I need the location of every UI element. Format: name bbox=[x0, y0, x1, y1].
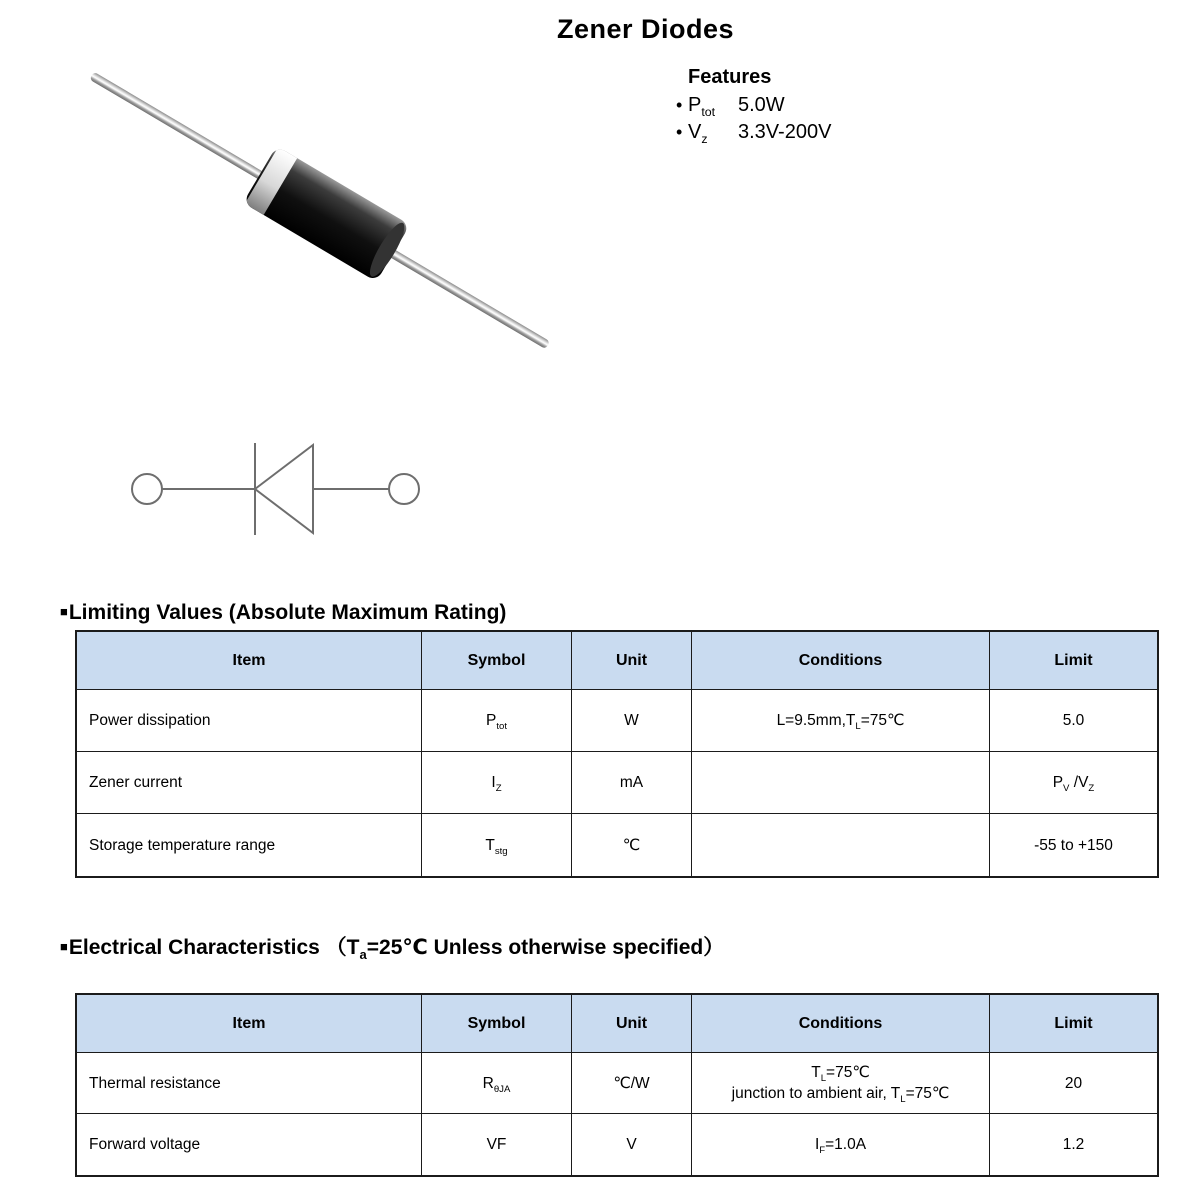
header-cell-unit: Unit bbox=[572, 632, 692, 690]
cell-item: Forward voltage bbox=[77, 1114, 422, 1175]
cell-unit: ℃ bbox=[572, 814, 692, 876]
cathode-terminal-circle bbox=[389, 474, 419, 504]
diode-package-illustration bbox=[70, 55, 570, 365]
diode-package-photo bbox=[70, 55, 570, 365]
square-bullet-icon: ■ bbox=[60, 939, 68, 954]
limiting-values-table bbox=[75, 630, 1159, 878]
bullet-icon: • bbox=[676, 122, 683, 142]
page-title: Zener Diodes bbox=[557, 14, 735, 44]
feature-item bbox=[676, 92, 831, 119]
header-cell-limit: Limit bbox=[990, 632, 1157, 690]
electrical-characteristics-table bbox=[75, 993, 1159, 1177]
feature-label: $V_z$ bbox=[688, 121, 708, 146]
cell-conditions: $T_L=75℃$ junction to ambient air, $T_L=75℃$ bbox=[692, 1053, 990, 1114]
cell-limit: 20 bbox=[990, 1053, 1157, 1114]
cell-conditions: $I_F=1.0A$ bbox=[692, 1114, 990, 1175]
header-cell-symbol: Symbol bbox=[422, 995, 572, 1053]
cell-limit: $P_V$ $/V_Z$ bbox=[990, 752, 1157, 814]
cell-symbol: $R_{\theta JA}$ bbox=[422, 1053, 572, 1114]
diode-triangle bbox=[255, 445, 313, 533]
cell-conditions bbox=[692, 752, 990, 814]
cell-limit: 1.2 bbox=[1062, 1136, 1085, 1153]
header-cell-conditions: Conditions bbox=[692, 632, 990, 690]
section-title-text: Electrical Characteristics （$T_a=25℃$ Unless otherwise specified） bbox=[68, 936, 725, 963]
cell-symbol: VF bbox=[422, 1114, 572, 1175]
cell-conditions bbox=[692, 814, 990, 876]
cell-limit: -55 to +150 bbox=[1034, 836, 1113, 854]
header-cell-symbol: Symbol bbox=[422, 632, 572, 690]
cell-symbol: $T_{stg}$ bbox=[422, 814, 572, 876]
section-title-electrical-characteristics bbox=[60, 931, 724, 961]
feature-label: $P_{tot}$ bbox=[688, 94, 716, 119]
header-cell-item: Item bbox=[77, 632, 422, 690]
cell-unit: W bbox=[572, 690, 692, 752]
feature-value: 3.3V-200V bbox=[738, 121, 832, 143]
cell-item: Thermal resistance bbox=[77, 1053, 422, 1114]
cell-item: Power dissipation bbox=[77, 690, 422, 752]
cell-unit: ℃/W bbox=[572, 1053, 692, 1114]
header-cell-item: Item bbox=[77, 995, 422, 1053]
diode-schematic-symbol bbox=[120, 428, 420, 550]
bullet-icon: • bbox=[676, 95, 683, 115]
cell-limit: 5.0 bbox=[990, 690, 1157, 752]
cell-unit: mA bbox=[572, 752, 692, 814]
section-title-text: Limiting Values (Absolute Maximum Rating) bbox=[68, 601, 507, 624]
features-section bbox=[676, 66, 831, 146]
cell-conditions: $L=9.5mm,T_L=75℃$ bbox=[692, 690, 990, 752]
diode-symbol-drawing bbox=[120, 428, 420, 550]
cell-unit: V bbox=[572, 1114, 692, 1175]
header-cell-limit: Limit bbox=[990, 995, 1157, 1053]
section-title-limiting-values bbox=[60, 601, 506, 625]
cell-symbol: $I_Z$ bbox=[422, 752, 572, 814]
cell-symbol: $P_{tot}$ bbox=[422, 690, 572, 752]
header-cell-unit: Unit bbox=[572, 995, 692, 1053]
cell-item: Zener current bbox=[77, 752, 422, 814]
features-heading: Features bbox=[688, 66, 772, 88]
header-cell-conditions: Conditions bbox=[692, 995, 990, 1053]
square-bullet-icon: ■ bbox=[60, 604, 68, 619]
anode-terminal-circle bbox=[132, 474, 162, 504]
feature-value: 5.0W bbox=[738, 94, 785, 116]
feature-item bbox=[676, 119, 831, 146]
cell-item: Storage temperature range bbox=[77, 814, 422, 876]
